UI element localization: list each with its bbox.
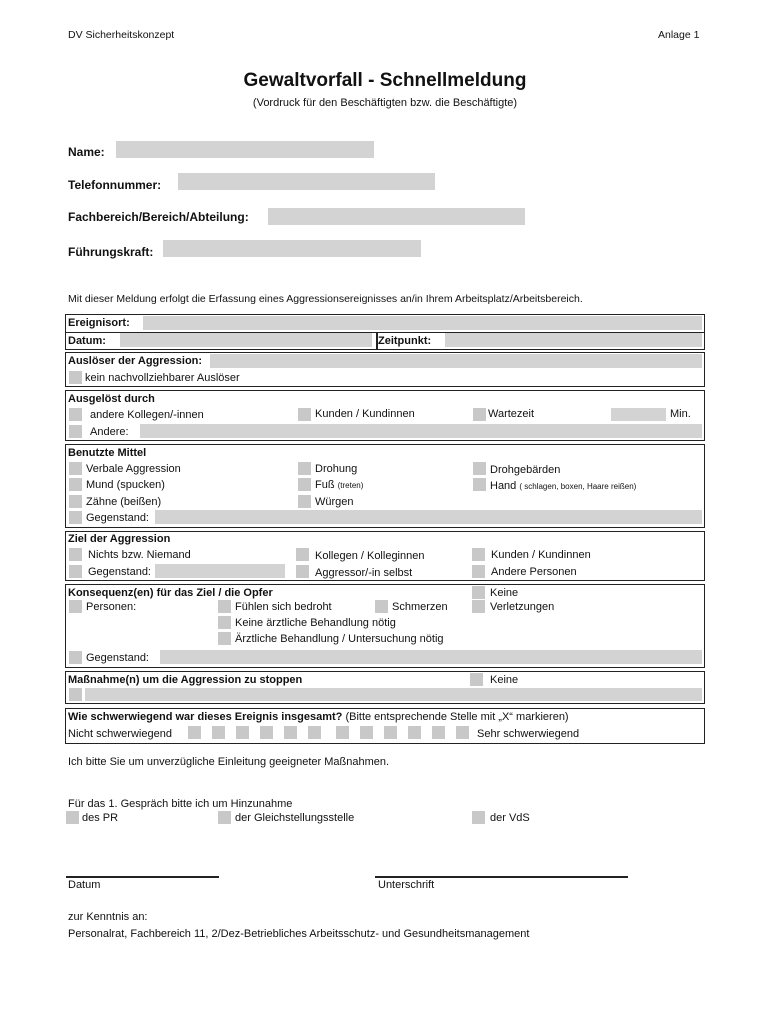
aerztliche-behandlung-label: Ärztliche Behandlung / Untersuchung nötig (235, 633, 444, 645)
scale-checkbox-3[interactable] (236, 726, 249, 739)
personen-checkbox[interactable] (69, 600, 82, 613)
wartezeit-minutes-field[interactable] (611, 408, 666, 421)
ziel-gegenstand-field[interactable] (155, 564, 285, 578)
bedroht-checkbox[interactable] (218, 600, 231, 613)
konsequenz-gegenstand-field[interactable] (160, 650, 702, 664)
massnahme-field[interactable] (85, 688, 702, 701)
massnahme-keine-label: Keine (490, 674, 519, 686)
wartezeit-label: Wartezeit (488, 408, 535, 420)
fuss-checkbox[interactable] (298, 478, 311, 491)
document-header-left: DV Sicherheitskonzept (68, 29, 175, 41)
scale-checkbox-8[interactable] (360, 726, 373, 739)
ziel-kollegen-label: Kollegen / Kolleginnen (315, 550, 425, 562)
andere-label: Andere: (90, 426, 129, 438)
verbal-label: Verbale Aggression (86, 463, 181, 475)
hand-checkbox[interactable] (473, 478, 486, 491)
scale-checkbox-7[interactable] (336, 726, 349, 739)
wartezeit-checkbox[interactable] (473, 408, 486, 421)
verbal-checkbox[interactable] (69, 462, 82, 475)
andere-field[interactable] (140, 424, 702, 438)
keine-behandlung-label: Keine ärztliche Behandlung nötig (235, 617, 396, 629)
document-header-right: Anlage 1 (658, 29, 700, 41)
massnahme-title: Maßnahme(n) um die Aggression zu stoppen (68, 674, 303, 686)
ereignisort-field[interactable] (143, 316, 702, 330)
page-subtitle: (Vordruck für den Beschäftigten bzw. die Beschäftigte) (252, 97, 518, 109)
pr-label: des PR (82, 812, 119, 824)
zeitpunkt-label: Zeitpunkt: (378, 335, 432, 347)
scale-checkbox-5[interactable] (284, 726, 297, 739)
fuss-note: (treten) (337, 481, 364, 490)
gleichstellung-label: der Gleichstellungsstelle (235, 812, 355, 824)
schmerzen-label: Schmerzen (392, 601, 448, 613)
minutes-label: Min. (670, 408, 691, 420)
scale-checkbox-2[interactable] (212, 726, 225, 739)
name-label: Name: (68, 145, 105, 159)
supervisor-field[interactable] (163, 240, 421, 257)
verletzungen-checkbox[interactable] (472, 600, 485, 613)
wuergen-label: Würgen (315, 496, 354, 508)
scale-checkbox-1[interactable] (188, 726, 201, 739)
ausgeloest-title: Ausgelöst durch (68, 393, 155, 405)
konsequenz-gegenstand-checkbox[interactable] (69, 651, 82, 664)
kenntnis-text: Personalrat, Fachbereich 11, 2/Dez-Betriebliches Arbeitsschutz- und Gesundheitsmanagement (68, 928, 530, 940)
datum-signature-line (66, 876, 219, 878)
phone-label: Telefonnummer: (68, 178, 162, 192)
aggressor-label: Aggressor/-in selbst (315, 567, 413, 579)
fuss-label (315, 479, 363, 491)
andere-personen-label: Andere Personen (491, 566, 577, 578)
schwere-question-line (68, 711, 569, 723)
scale-checkbox-11[interactable] (432, 726, 445, 739)
kein-ausloeser-checkbox[interactable] (69, 371, 82, 384)
ziel-kunden-checkbox[interactable] (472, 548, 485, 561)
kollegen-label: andere Kollegen/-innen (90, 409, 204, 421)
page-title: Gewaltvorfall - Schnellmeldung (243, 70, 527, 91)
unterschrift-signature-line (375, 876, 628, 878)
vds-label: der VdS (490, 812, 530, 824)
bedroht-label: Fühlen sich bedroht (235, 601, 332, 613)
mittel-gegenstand-field[interactable] (155, 510, 702, 524)
drohgebaerden-label: Drohgebärden (490, 464, 561, 476)
vds-checkbox[interactable] (472, 811, 485, 824)
andere-personen-checkbox[interactable] (472, 565, 485, 578)
zeitpunkt-field[interactable] (445, 333, 702, 347)
scale-checkbox-9[interactable] (384, 726, 397, 739)
ziel-gegenstand-checkbox[interactable] (69, 565, 82, 578)
personen-label: Personen: (86, 601, 137, 613)
ausloeser-title: Auslöser der Aggression: (68, 355, 203, 367)
phone-field[interactable] (178, 173, 435, 190)
massnahme-keine-checkbox[interactable] (470, 673, 483, 686)
pr-checkbox[interactable] (66, 811, 79, 824)
konsequenz-gegenstand-label: Gegenstand: (86, 652, 149, 664)
scale-checkbox-12[interactable] (456, 726, 469, 739)
name-field[interactable] (116, 141, 374, 158)
scale-checkbox-4[interactable] (260, 726, 273, 739)
hand-note: ( schlagen, boxen, Haare reißen) (519, 482, 637, 491)
intro-text: Mit dieser Meldung erfolgt die Erfassung eines Aggressionsereignisses an/in Ihrem Arbeitsplatz/Arbeitsbereich. (68, 293, 583, 305)
drohung-label: Drohung (315, 463, 358, 475)
kunden-checkbox[interactable] (298, 408, 311, 421)
konsequenz-title: Konsequenz(en) für das Ziel / die Opfer (68, 587, 273, 599)
schwere-question: Wie schwerwiegend war dieses Ereignis insgesamt? (68, 711, 343, 723)
department-label: Fachbereich/Bereich/Abteilung: (68, 210, 249, 224)
fuss-text: Fuß (315, 479, 335, 491)
konsequenz-keine-label: Keine (490, 587, 519, 599)
signature-datum-label: Datum (68, 879, 101, 891)
ziel-gegenstand-label: Gegenstand: (88, 566, 151, 578)
schmerzen-checkbox[interactable] (375, 600, 388, 613)
ziel-kollegen-checkbox[interactable] (296, 548, 309, 561)
nichts-label: Nichts bzw. Niemand (88, 549, 191, 561)
mund-label: Mund (spucken) (86, 479, 165, 491)
andere-checkbox[interactable] (69, 425, 82, 438)
gespraech-text: Für das 1. Gespräch bitte ich um Hinzunahme (68, 798, 293, 810)
mittel-gegenstand-checkbox[interactable] (69, 511, 82, 524)
kenntnis-label: zur Kenntnis an: (68, 911, 148, 923)
nicht-schwerwiegend-label: Nicht schwerwiegend (68, 728, 172, 740)
ausloeser-field[interactable] (210, 354, 702, 368)
datum-label: Datum: (68, 335, 106, 347)
konsequenz-keine-checkbox[interactable] (472, 586, 485, 599)
drohgebaerden-checkbox[interactable] (473, 462, 486, 475)
keine-behandlung-checkbox[interactable] (218, 616, 231, 629)
hand-label (490, 480, 636, 492)
zaehne-checkbox[interactable] (69, 495, 82, 508)
nichts-checkbox[interactable] (69, 548, 82, 561)
ereignisort-label: Ereignisort: (68, 317, 130, 329)
bitte-text: Ich bitte Sie um unverzügliche Einleitung geeigneter Maßnahmen. (68, 756, 390, 768)
ziel-title: Ziel der Aggression (68, 533, 171, 545)
mittel-title: Benutzte Mittel (68, 447, 147, 459)
massnahme-checkbox[interactable] (69, 688, 82, 701)
aggressor-checkbox[interactable] (296, 565, 309, 578)
aerztliche-behandlung-checkbox[interactable] (218, 632, 231, 645)
wuergen-checkbox[interactable] (298, 495, 311, 508)
scale-checkbox-6[interactable] (308, 726, 321, 739)
scale-checkbox-10[interactable] (408, 726, 421, 739)
drohung-checkbox[interactable] (298, 462, 311, 475)
kein-ausloeser-label: kein nachvollziehbarer Auslöser (85, 372, 240, 384)
verletzungen-label: Verletzungen (490, 601, 555, 613)
zaehne-label: Zähne (beißen) (86, 496, 162, 508)
gleichstellung-checkbox[interactable] (218, 811, 231, 824)
ziel-kunden-label: Kunden / Kundinnen (491, 549, 591, 561)
kollegen-checkbox[interactable] (69, 408, 82, 421)
signature-unterschrift-label: Unterschrift (378, 879, 435, 891)
hand-text: Hand (490, 480, 517, 492)
sehr-schwerwiegend-label: Sehr schwerwiegend (477, 728, 580, 740)
kunden-label: Kunden / Kundinnen (315, 408, 415, 420)
schwere-hint: (Bitte entsprechende Stelle mit „X“ markieren) (345, 711, 569, 723)
department-field[interactable] (268, 208, 525, 225)
datum-field[interactable] (120, 333, 372, 347)
supervisor-label: Führungskraft: (68, 245, 154, 259)
mittel-gegenstand-label: Gegenstand: (86, 512, 149, 524)
mund-checkbox[interactable] (69, 478, 82, 491)
